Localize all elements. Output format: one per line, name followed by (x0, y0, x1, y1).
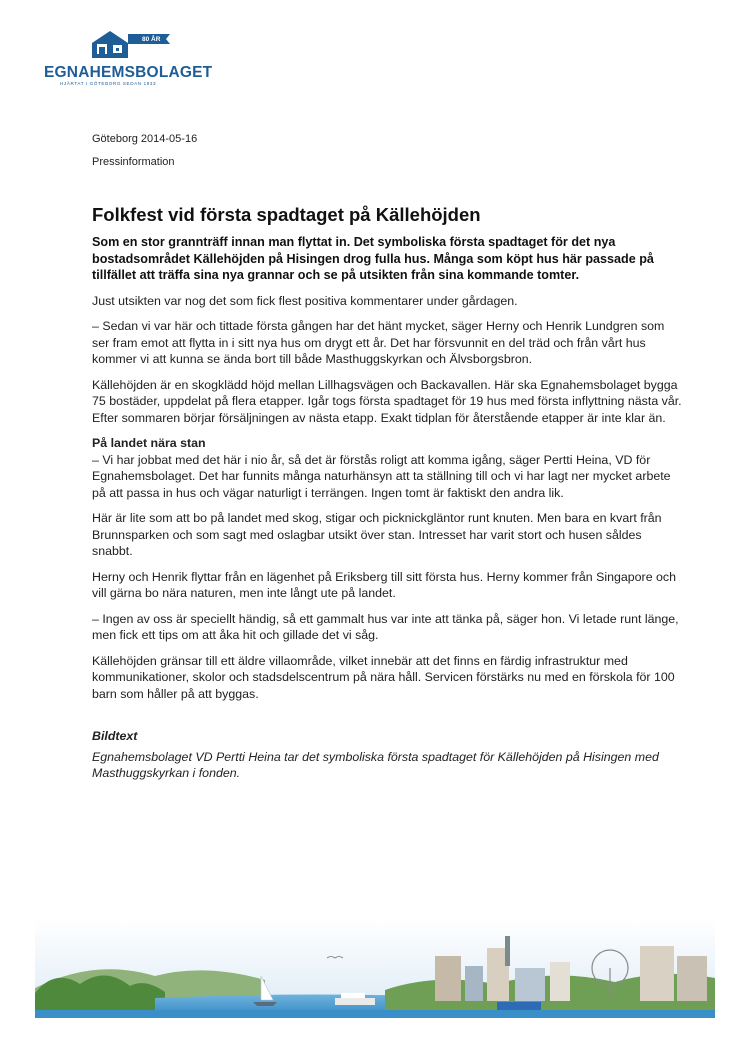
article-title: Folkfest vid första spadtaget på Källehöjden (92, 204, 481, 225)
city-skyline-illustration (35, 918, 715, 1018)
document-date: Göteborg 2014-05-16 (92, 133, 198, 145)
company-logo (44, 28, 216, 94)
house-logo-icon (44, 28, 216, 64)
anniversary-badge: 80 ÅR (142, 36, 161, 43)
footer-city-illustration (35, 918, 715, 1018)
photo-caption: Egnahemsbolaget VD Pertti Heina tar det symboliska första spadtaget för Källehöjden på Hisingen med Masthuggskyrkan i fonden. (92, 749, 659, 780)
logo-tagline: HJÄRTAT I GÖTEBORG SEDAN 1933 (60, 81, 157, 86)
paragraph-7: – Ingen av oss är speciellt händig, så ett gammalt hus var inte att tänka på, säger hon. Vi letade runt länge, men fick ett tips om att åka hit och gillade det vi såg. (92, 611, 679, 642)
paragraph-8: Källehöjden gränsar till ett äldre villaområde, vilket innebär att det finns en färdig infrastruktur med kommunikationer, skolor och stadsdelscentrum på nära håll. Servicen förstärks nu med en förskola för 100 barn som håller på att byggas. (92, 653, 675, 701)
paragraph-5: Här är lite som att bo på landet med skog, stigar och picknickgläntor runt knuten. Men bara en kvart från Brunnsparken och som sagt med oslagbar utsikt över stan. Intresset har varit stort och husen såldes snabbt. (92, 511, 662, 558)
paragraph-6: Herny och Henrik flyttar från en lägenhet på Eriksberg till sitt första hus. Herny kommer från Singapore och vill gärna bo nära naturen, men inte långt ute på landet. (92, 569, 676, 600)
paragraph-3: Källehöjden är en skogklädd höjd mellan Lillhagsvägen och Backavallen. Här ska Egnahemsbolaget bygga 75 bostäder, uppdelat på flera etapper. Igår togs första spadtaget för 19 hus med första inflyttning nästa vår. Efter sommaren börjar försäljningen av nästa etapp. Exakt tidplan för återstående etapper är inte klar än. (92, 377, 682, 425)
article-body (92, 204, 682, 791)
section-heading: På landet nära stan (92, 436, 206, 450)
logo-wordmark: EGNAHEMSBOLAGET (44, 64, 213, 81)
article-lead: Som en stor grannträff innan man flyttat in. Det symboliska första spadtaget för det nya bostadsområdet Källehöjden på Hisingen drog fulla hus. Många som köpt hus här passade på tillfället att träffa sina nya grannar och se på utsikten från sina kommande tomter. (92, 235, 654, 282)
caption-heading: Bildtext (92, 729, 138, 743)
section-block (92, 435, 682, 501)
paragraph-1: Just utsikten var nog det som fick flest positiva kommentarer under gårdagen. (92, 293, 518, 308)
paragraph-2: – Sedan vi var här och tittade första gången har det hänt mycket, säger Herny och Henrik Lundgren som ser fram emot att flytta in i sitt nya hus om drygt ett år. Det har försvunnit en del träd och från vårt hus kommer vi att kunna se ända bort till både Masthuggskyrkan och Älvsborgsbron. (92, 319, 665, 366)
document-category: Pressinformation (92, 156, 175, 168)
paragraph-4: – Vi har jobbat med det här i nio år, så det är förstås roligt att komma igång, säger Pertti Heina, VD för Egnahemsbolaget. Det har funnits många naturhänsyn att ta ställning till och vi har lagt ner mycket arbete på att passa in hus och vägar naturligt i terrängen. Ingen tomt är faktiskt den andra lik. (92, 452, 671, 500)
